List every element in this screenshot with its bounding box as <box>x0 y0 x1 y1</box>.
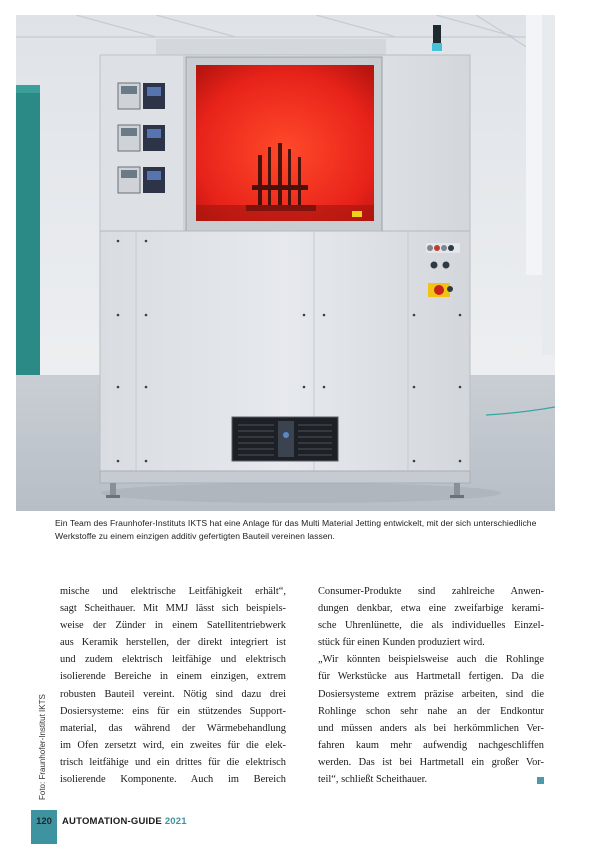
body-line: trisch leitfähige und ein drittes für die elektrisch <box>60 756 286 768</box>
body-line: Consumer-Produkte sind zahlreiche Anwen- <box>318 586 544 597</box>
photo-credit: Foto: Fraunhofer-Institut IKTS <box>38 694 47 800</box>
body-line: Dosiersysteme: eins für ein stützendes Support- <box>60 705 286 717</box>
body-line: Dosiersysteme extrem präzise arbeiten, sind die <box>318 688 544 700</box>
photo-caption: Ein Team des Fraunhofer-Instituts IKTS hat eine Anlage für das Multi Material Jetting entwickelt, mit der sich unterschiedliche Werkstoffe zu einem einzigen additiv gefertigten Bauteil vereinen lassen. <box>55 518 537 541</box>
body-line: „Wir könnten beispielsweise auch die Rohlinge <box>318 654 544 666</box>
right-column <box>318 583 544 788</box>
body-line: weise der Zünder in einem Satellitentriebwerk <box>60 620 286 632</box>
body-line: für Werkstücke aus Hartmetall fertigen. Da die <box>318 671 544 683</box>
end-of-article-square-icon <box>537 777 544 784</box>
left-column <box>60 583 286 788</box>
publication-title <box>62 816 187 827</box>
body-line: sagt Scheithauer. Mit MMJ lässt sich beispiels- <box>60 603 286 615</box>
body-line: fahren kaum mehr aufwendig nachgeschliffen <box>318 739 544 751</box>
machine-photo <box>16 15 555 511</box>
publication-name: AUTOMATION-GUIDE <box>62 816 162 827</box>
page-number: 120 <box>36 816 52 827</box>
page-number-box <box>31 810 57 844</box>
body-line: stück für einen Kunden produziert wird. <box>318 637 485 649</box>
publication-year: 2021 <box>164 816 187 827</box>
body-line: isolierende Bereiche in einem einzigen, extrem <box>60 671 286 683</box>
body-line: und zudem elektrisch leitfähige und elektrisch <box>60 654 286 666</box>
body-line: teil“, schließt Scheithauer. <box>318 774 428 786</box>
body-line: mische und elektrische Leitfähigkeit erhält“, <box>60 586 286 597</box>
body-line: Rohlinge schon sehr nahe an der Endkontur <box>318 705 544 717</box>
body-line: dungen denkbar, etwa eine zweifarbige kerami- <box>318 603 544 615</box>
body-line: und müssen anders als bei herkömmlichen Ver- <box>318 722 544 734</box>
body-line: im Ofen zersetzt wird, ein zweites für die elek- <box>60 739 286 751</box>
body-line: sche Uhrenlünette, die als individuelles Einzel- <box>318 620 544 632</box>
body-line: aus Keramik herstellen, der direkt integriert ist <box>60 637 286 649</box>
body-line: robusten Bauteil vereint. Nötig sind dazu drei <box>60 688 286 700</box>
body-line: werden. Das ist bei Hartmetall ein großer Vor- <box>318 756 544 768</box>
body-line: material, das während der Wärmebehandlung <box>60 722 286 734</box>
body-line: isolierende Komponente. Auch im Bereich <box>60 774 286 786</box>
